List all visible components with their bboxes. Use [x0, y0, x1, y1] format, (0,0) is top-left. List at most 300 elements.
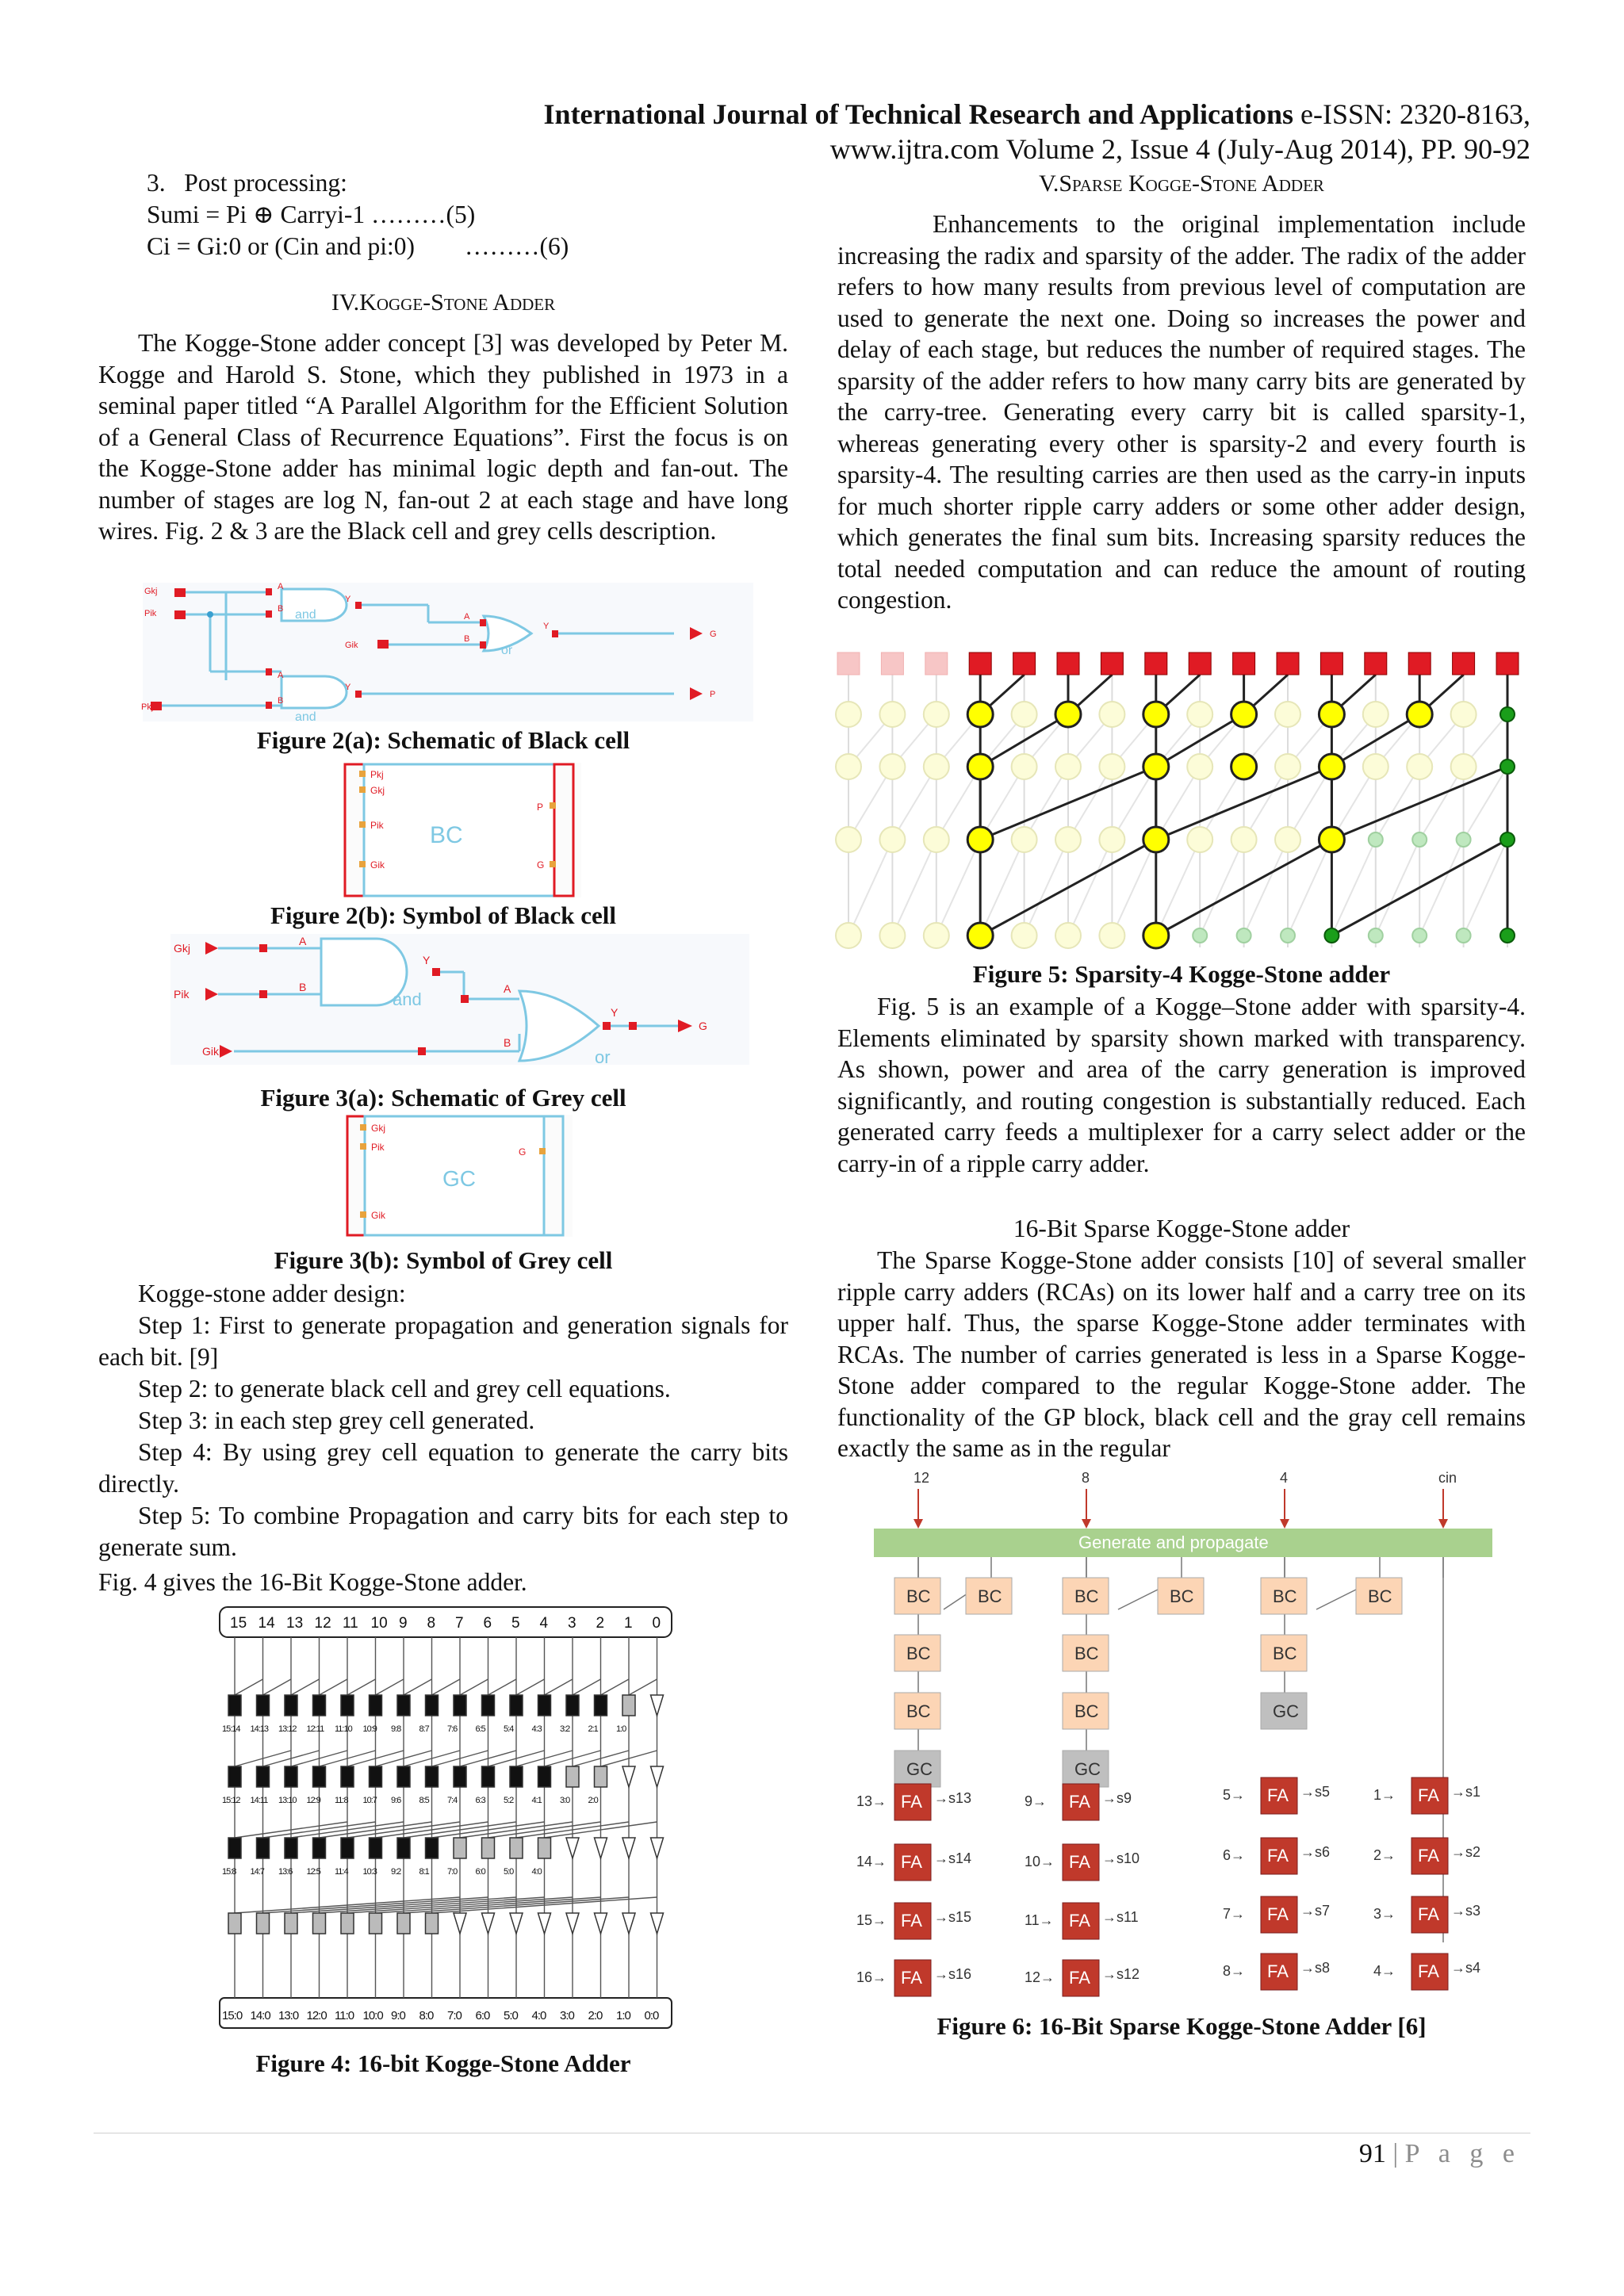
journal-issn: e-ISSN: 2320-8163,	[1300, 98, 1530, 130]
fig6-input-arrowhead	[1438, 1519, 1448, 1529]
fig4-buffer	[595, 1913, 607, 1934]
fig6-input-arrowhead	[914, 1519, 923, 1529]
fig4-diagonal-wire	[629, 1679, 657, 1695]
fig5-active-node	[1143, 702, 1169, 727]
fig6-bc-cell-label: BC	[1170, 1586, 1194, 1606]
fig4-black-cell	[257, 1838, 270, 1858]
fig5-green-node	[1324, 928, 1339, 943]
fig4-buffer	[622, 1766, 635, 1787]
and1-pin-y: Y	[345, 595, 351, 604]
fig4-diagonal-wire	[573, 1679, 601, 1695]
fig5-faded-node	[879, 702, 905, 727]
fig4-grey-cell	[566, 1766, 579, 1787]
or-pin-y: Y	[543, 622, 550, 631]
fig4-cell-label: 5:0	[504, 1867, 514, 1877]
fig6-banner-label: Generate and propagate	[1078, 1533, 1269, 1552]
symbol-pin-gik: Gik	[370, 859, 385, 871]
fig4-black-cell	[285, 1695, 297, 1716]
equation-6: Ci = Gi:0 or (Cin and pi:0) ………(6)	[147, 232, 569, 260]
fig5-faded-green-node	[1369, 928, 1383, 943]
fig6-bc-cell-label: BC	[906, 1644, 931, 1663]
fig4-cell-label: 6:3	[475, 1796, 485, 1805]
grey-symbol-pin-pik: Pik	[371, 1142, 385, 1153]
fig6-fa-label: FA	[1069, 1911, 1090, 1931]
fig4-cell-label: 14:7	[250, 1867, 264, 1877]
fig5-faded-node	[1187, 702, 1212, 727]
fig4-cell-label: 6:0	[475, 1867, 485, 1877]
section-4-heading	[98, 288, 788, 318]
equation-5: Sumi = Pi ⊕ Carryi-1 ………(5)	[147, 201, 476, 228]
figure-4-caption: Figure 4: 16-bit Kogge-Stone Adder	[255, 2049, 631, 2077]
fig6-gc-cell-label: GC	[906, 1759, 933, 1779]
fig4-top-bit: 9	[399, 1615, 408, 1632]
figure-3a-caption: Figure 3(a): Schematic of Grey cell	[260, 1084, 626, 1112]
fig6-fa-label: FA	[1267, 1846, 1289, 1866]
fig6-fa-output: →s11	[1102, 1909, 1139, 1925]
symbol-pin-gkj: Gkj	[370, 785, 385, 796]
fig5-faded-diagonal	[1025, 840, 1068, 936]
fig4-black-cell	[397, 1838, 410, 1858]
fig4-cell-label: 5:2	[504, 1796, 514, 1805]
fig4-black-cell	[285, 1766, 297, 1787]
grey-or-pin-a: A	[504, 982, 511, 995]
fig5-active-node	[1231, 754, 1257, 779]
fig4-grey-cell	[228, 1913, 241, 1934]
input-pkj-label: Pkj	[141, 702, 154, 712]
fig6-bc-cell-label: BC	[1273, 1644, 1297, 1663]
fig4-black-cell	[228, 1766, 241, 1787]
fig4-bottom-label: 13:0	[278, 2009, 299, 2022]
fig4-grey-cell	[510, 1838, 523, 1858]
fig6-fa-input: 5→	[1223, 1787, 1246, 1803]
fig6-fa-output: →s14	[934, 1850, 972, 1866]
fig5-faded-diagonal	[936, 840, 980, 936]
fig6-fa-output: →s8	[1300, 1960, 1331, 1976]
fig4-top-bit: 2	[596, 1615, 605, 1632]
fig4-cell-label: 7:0	[447, 1867, 458, 1877]
fig4-bottom-label: 11:0	[335, 2009, 354, 2022]
fig4-buffer	[651, 1838, 664, 1858]
fig4-cell-label: 6:5	[475, 1724, 485, 1734]
fig4-diagonal-wire	[263, 1679, 292, 1695]
fig4-cell-label: 11:8	[335, 1796, 348, 1805]
fig4-black-cell	[482, 1766, 495, 1787]
fig6-fa-output: →s2	[1451, 1844, 1481, 1860]
fig4-buffer	[566, 1913, 579, 1934]
section-5-title: Sparse Kogge-Stone Adder	[1059, 170, 1324, 197]
symbol-pin-pkj: Pkj	[370, 769, 384, 780]
fig5-faded-input	[925, 652, 948, 675]
fig6-input-arrowhead	[1280, 1519, 1289, 1529]
and1-pin-b: B	[278, 604, 284, 614]
fig4-buffer	[538, 1913, 551, 1934]
fig5-faded-diagonal	[892, 840, 936, 936]
fig6-fa-output: →s5	[1300, 1784, 1331, 1800]
fig4-diagonal-wire	[347, 1679, 376, 1695]
grey-output-g-label: G	[699, 1020, 707, 1032]
fig4-top-bit: 10	[370, 1615, 388, 1632]
fig5-green-node	[1500, 832, 1515, 847]
fig4-diagonal-wire	[376, 1679, 404, 1695]
fig4-bottom-label: 8:0	[419, 2009, 434, 2022]
fig6-bc-cell-label: BC	[906, 1701, 931, 1721]
fig4-bottom-label: 14:0	[250, 2009, 270, 2022]
fig5-active-node	[1319, 827, 1344, 852]
input-gik-label: Gik	[345, 641, 358, 650]
fig4-black-cell	[454, 1766, 466, 1787]
symbol-pin-pik: Pik	[370, 820, 384, 831]
section-4-number: IV.	[331, 289, 360, 316]
fig5-faded-diagonal	[1200, 840, 1243, 936]
fig5-input-square	[1408, 652, 1431, 675]
design-step-2: Step 2: to generate black cell and grey cell equations.	[138, 1375, 671, 1402]
fig5-faded-node	[924, 702, 949, 727]
fig4-bottom-label: 4:0	[531, 2009, 546, 2022]
fig4-diagonal-wire	[432, 1679, 461, 1695]
fig6-fa-label: FA	[1069, 1968, 1090, 1988]
fig4-black-cell	[426, 1838, 439, 1858]
fig4-cell-label: 1:0	[616, 1724, 626, 1734]
fig5-input-square	[1496, 652, 1519, 675]
fig5-faded-diagonal	[1156, 840, 1200, 936]
fig4-black-cell	[370, 1838, 382, 1858]
fig4-top-bit: 12	[314, 1615, 331, 1632]
fig6-fa-label: FA	[1069, 1792, 1090, 1812]
fig6-bc-cell-label: BC	[1074, 1644, 1099, 1663]
fig5-faded-node	[1099, 702, 1124, 727]
fig4-cell-label: 15:8	[222, 1867, 236, 1877]
grey-or-pin-b: B	[504, 1036, 511, 1049]
fig5-faded-green-node	[1457, 832, 1471, 847]
fig6-fa-output: →s10	[1102, 1850, 1140, 1866]
fig4-top-bit: 15	[230, 1615, 247, 1632]
fig4-diagonal-wire	[601, 1679, 630, 1695]
kogge-stone-intro-paragraph: The Kogge-Stone adder concept [3] was developed by Peter M. Kogge and Harold S. Stone, which they published in 1973 in a seminal paper titled “A Parallel Algorithm for the Efficient Solution of a General Class of Recurrence Equations”. First the focus is on the Kogge-Stone adder has minimal logic depth and fan-out. The number of stages are log N, fan-out 2 at each stage and have long wires. Fig. 2 & 3 are the Black cell and grey cells description.	[98, 329, 788, 545]
grey-cell-symbol-label: GC	[442, 1166, 476, 1191]
fig4-black-cell	[341, 1766, 354, 1787]
fig5-faded-diagonal	[1376, 840, 1419, 936]
fig4-cell-label: 12:11	[306, 1724, 324, 1734]
fig4-bottom-label: 0:0	[644, 2009, 659, 2022]
fig6-fa-input: 2→	[1373, 1847, 1396, 1863]
fig4-top-bit: 14	[258, 1615, 275, 1632]
figure-5-caption: Figure 5: Sparsity-4 Kogge-Stone adder	[972, 960, 1391, 988]
fig4-black-cell	[341, 1695, 354, 1716]
fig4-black-cell	[257, 1695, 270, 1716]
fig4-buffer	[595, 1838, 607, 1858]
fig6-fa-output: →s12	[1102, 1966, 1140, 1982]
fig4-cell-label: 14:13	[250, 1724, 269, 1734]
fig5-faded-node	[1451, 754, 1477, 779]
and2-pin-a: A	[278, 671, 284, 680]
fig5-faded-diagonal	[1112, 840, 1155, 936]
fig4-grey-cell	[426, 1913, 439, 1934]
fig6-fa-output: →s3	[1451, 1903, 1481, 1919]
symbol-pin-p: P	[537, 802, 544, 813]
fig5-active-node	[1143, 827, 1169, 852]
fig6-fa-input: 16→	[856, 1969, 887, 1985]
fig4-grey-cell	[538, 1838, 551, 1858]
fig4-bottom-label: 12:0	[306, 2009, 327, 2022]
fig4-grey-cell	[622, 1695, 635, 1716]
fig6-fa-output: →s16	[934, 1966, 972, 1982]
fig5-input-square	[969, 652, 991, 675]
figure-2b-black-cell-symbol	[337, 761, 591, 904]
fig4-grey-cell	[482, 1838, 495, 1858]
fig5-faded-node	[1012, 923, 1037, 948]
figure-5-sparsity4-diagram	[831, 646, 1529, 959]
fig6-fa-input: 3→	[1373, 1906, 1396, 1922]
fig5-faded-node	[1275, 827, 1300, 852]
fig5-faded-node	[1055, 754, 1081, 779]
fig4-grey-cell	[341, 1913, 354, 1934]
grey-symbol-pin-g: G	[519, 1146, 527, 1158]
fig4-grey-cell	[370, 1913, 382, 1934]
fig4-cell-label: 3:0	[560, 1796, 570, 1805]
fig6-fa-label: FA	[1267, 1785, 1289, 1805]
and1-gate-label: and	[295, 608, 316, 622]
fig5-faded-node	[924, 827, 949, 852]
fig5-faded-green-node	[1412, 928, 1427, 943]
fig4-top-bit: 7	[455, 1615, 464, 1632]
fig5-input-square	[1145, 652, 1167, 675]
fig6-fa-label: FA	[1418, 1961, 1439, 1981]
fig4-diagonal-wire	[460, 1679, 488, 1695]
fig4-top-bit: 3	[568, 1615, 576, 1632]
design-step-3: Step 3: in each step grey cell generated.	[138, 1406, 535, 1434]
fig5-faded-input	[881, 652, 903, 675]
fig4-cell-label: 14:11	[250, 1796, 268, 1805]
fig4-cell-label: 2:1	[588, 1724, 598, 1734]
fig5-faded-node	[1099, 827, 1124, 852]
fig4-cell-label: 11:10	[335, 1724, 352, 1734]
fig4-black-cell	[595, 1695, 607, 1716]
fig4-cell-label: 12:5	[306, 1867, 320, 1877]
fig6-fa-output: →s13	[934, 1790, 972, 1806]
fig5-faded-node	[836, 827, 861, 852]
fig6-input-label: cin	[1438, 1470, 1457, 1486]
grey-symbol-pin-gkj: Gkj	[371, 1123, 385, 1134]
figure-4-intro: Fig. 4 gives the 16-Bit Kogge-Stone adder.	[98, 1568, 527, 1596]
fig4-cell-label: 9:6	[391, 1796, 401, 1805]
page-number: 91	[1358, 2139, 1386, 2168]
fig4-black-cell	[313, 1838, 326, 1858]
fig5-faded-diagonal	[848, 840, 892, 936]
fig4-bottom-label: 6:0	[475, 2009, 490, 2022]
fig4-cell-label: 13:6	[278, 1867, 293, 1877]
fig4-black-cell	[257, 1766, 270, 1787]
fig6-fa-input: 11→	[1025, 1912, 1054, 1928]
figure-2a-black-cell-schematic	[141, 582, 753, 724]
fig4-black-cell	[341, 1838, 354, 1858]
fig4-black-cell	[228, 1695, 241, 1716]
fig4-cell-label: 13:12	[278, 1724, 297, 1734]
fig4-black-cell	[228, 1838, 241, 1858]
fig5-faded-node	[879, 754, 905, 779]
sparse-16bit-paragraph: The Sparse Kogge-Stone adder consists [10] of several smaller ripple carry adders (RCAs) on its lower half and a carry tree on its upper half. Thus, the sparse Kogge-Stone adder terminates with RCAs. The number of carries generated is less in a Sparse Kogge- Stone adder compared to the regular Kogge-Stone adder. The functionality of the GP block, black cell and the gray cell remains exactly the same as in the regular	[837, 1246, 1526, 1462]
and2-pin-y: Y	[345, 683, 351, 692]
grey-and-pin-b: B	[299, 981, 307, 993]
fig4-diagonal-wire	[320, 1679, 348, 1695]
fig5-input-square	[1320, 652, 1342, 675]
fig4-cell-label: 5:4	[504, 1724, 514, 1734]
fig5-faded-node	[836, 702, 861, 727]
symbol-pin-g: G	[537, 859, 545, 871]
sparsity-explanation-paragraph: Fig. 5 is an example of a Kogge–Stone adder with sparsity-4. Elements eliminated by sparsity shown marked with transparency. As shown, power and area of the carry generation is improved significantly, and routing congestion is substantially reduced. Each generated carry feeds a multiplexer for a carry select adder or the carry-in of a ripple carry adder.	[837, 993, 1526, 1177]
fig4-cell-label: 3:2	[560, 1724, 570, 1734]
fig4-bottom-label: 9:0	[391, 2009, 405, 2022]
fig4-buffer	[454, 1913, 466, 1934]
and2-gate-label: and	[295, 710, 316, 724]
fig6-fa-input: 9→	[1025, 1793, 1048, 1809]
fig6-fa-input: 6→	[1223, 1847, 1246, 1863]
fig5-input-square	[1013, 652, 1036, 675]
figure-3a-grey-cell-schematic	[170, 934, 749, 1065]
fig4-buffer	[566, 1838, 579, 1858]
fig4-diagonal-wire	[516, 1679, 545, 1695]
grey-and-pin-a: A	[299, 935, 307, 947]
or-pin-b: B	[464, 634, 470, 644]
fig4-black-cell	[370, 1766, 382, 1787]
fig6-fa-label: FA	[1267, 1904, 1289, 1924]
fig6-bc-cell-label: BC	[906, 1586, 931, 1606]
input-gkj-label: Gkj	[144, 587, 158, 596]
figure-2b-caption: Figure 2(b): Symbol of Black cell	[270, 901, 616, 929]
fig4-buffer	[482, 1913, 495, 1934]
fig4-bottom-label: 3:0	[560, 2009, 574, 2022]
fig5-faded-diagonal	[1419, 840, 1463, 936]
fig4-cell-label: 4:1	[531, 1796, 542, 1805]
fig4-top-bit: 8	[427, 1615, 436, 1632]
fig4-cell-label: 10:7	[362, 1796, 377, 1805]
section-5-number: V.	[1039, 170, 1059, 197]
fig4-cell-label: 10:3	[362, 1867, 377, 1877]
fig4-cell-label: 8:7	[419, 1724, 429, 1734]
page-separator: |	[1392, 2139, 1399, 2168]
fig5-faded-node	[1275, 754, 1300, 779]
fig6-fa-input: 4→	[1373, 1963, 1396, 1979]
fig6-bc-cell-label: BC	[1368, 1586, 1392, 1606]
fig5-faded-node	[1099, 754, 1124, 779]
fig4-bottom-label: 10:0	[362, 2009, 383, 2022]
fig5-faded-node	[1231, 827, 1257, 852]
fig5-active-node	[1319, 702, 1344, 727]
fig5-faded-node	[1451, 702, 1477, 727]
figure-4-kogge-stone-diagram	[216, 1603, 676, 2039]
fig5-faded-diagonal	[1244, 840, 1288, 936]
fig5-faded-node	[879, 923, 905, 948]
journal-name: International Journal of Technical Research and Applications	[543, 98, 1293, 130]
fig4-buffer	[651, 1913, 664, 1934]
fig6-fa-input: 14→	[856, 1854, 887, 1869]
fig5-faded-node	[1099, 923, 1124, 948]
fig5-faded-green-node	[1281, 928, 1295, 943]
fig4-top-bit: 13	[286, 1615, 304, 1632]
fig6-fa-output: →s15	[934, 1909, 972, 1925]
fig4-cell-label: 13:10	[278, 1796, 297, 1805]
fig4-grey-cell	[454, 1838, 466, 1858]
fig4-top-bit: 4	[539, 1615, 549, 1632]
fig4-buffer	[651, 1766, 664, 1787]
fig4-cell-label: 10:9	[362, 1724, 377, 1734]
fig5-input-square	[1233, 652, 1255, 675]
or-pin-a: A	[464, 612, 470, 622]
fig4-diagonal-wire	[235, 1679, 263, 1695]
fig5-active-node	[1143, 923, 1169, 948]
fig5-faded-green-node	[1237, 928, 1251, 943]
fig5-active-node	[1407, 702, 1432, 727]
post-processing-label: 3. Post processing:	[147, 169, 347, 197]
fig5-input-square	[1101, 652, 1123, 675]
fig6-gc-cell-label: GC	[1273, 1701, 1299, 1721]
fig5-faded-node	[1363, 754, 1388, 779]
fig4-bottom-label: 2:0	[588, 2009, 603, 2022]
fig4-black-cell	[313, 1695, 326, 1716]
fig5-active-node	[1143, 754, 1169, 779]
fig4-cell-label: 12:9	[306, 1796, 320, 1805]
fig4-black-cell	[397, 1766, 410, 1787]
fig5-active-node	[967, 827, 993, 852]
page-word: P a g e	[1404, 2139, 1521, 2168]
fig4-black-cell	[510, 1766, 523, 1787]
fig4-black-cell	[397, 1695, 410, 1716]
fig4-black-cell	[426, 1766, 439, 1787]
fig4-cell-label: 15:14	[222, 1724, 240, 1734]
fig5-active-node	[1055, 702, 1081, 727]
fig5-green-node	[1500, 760, 1515, 774]
fig5-input-square	[1057, 652, 1079, 675]
design-step-5: Step 5: To combine Propagation and carry bits for each step to generate sum.	[98, 1502, 788, 1561]
fig5-faded-diagonal	[1068, 840, 1112, 936]
and2-pin-b: B	[278, 696, 284, 706]
fig6-fa-output: →s6	[1300, 1844, 1331, 1860]
grey-input-pik-label: Pik	[174, 988, 190, 1001]
fig4-cell-label: 8:1	[419, 1867, 429, 1877]
fig5-faded-input	[837, 652, 860, 675]
figure-6-caption: Figure 6: 16-Bit Sparse Kogge-Stone Adder [6]	[936, 2012, 1427, 2040]
fig4-black-cell	[538, 1766, 551, 1787]
fig6-fa-output: →s1	[1451, 1784, 1481, 1800]
fig5-faded-diagonal	[1464, 840, 1507, 936]
fig5-active-node	[967, 923, 993, 948]
fig4-black-cell	[426, 1695, 439, 1716]
fig4-grey-cell	[397, 1913, 410, 1934]
fig5-active-node	[967, 754, 993, 779]
fig4-grey-cell	[285, 1913, 297, 1934]
fig4-black-cell	[313, 1766, 326, 1787]
sparse-kogge-stone-paragraph: Enhancements to the original implementation include increasing the radix and sparsity of the adder. The radix of the adder refers to how many results from previous level of computation are used to generate the next one. Doing so increases the power and delay of each stage, but reduces the number of required stages. The sparsity of the adder refers to how many carry bits are generated by the carry-tree. Generating every carry bit is called sparsity-1, whereas generating every other is sparsity-2 and every fourth is sparsity-4. The resulting carries are then used as the carry-in inputs for much shorter ripple carry adders or some other adder design, which generates the final sum bits. Increasing sparsity reduces the total needed computation and can reduce the amount of routing congestion.	[837, 210, 1526, 614]
fig5-faded-node	[879, 827, 905, 852]
fig4-cell-label: 8:5	[419, 1796, 429, 1805]
fig5-faded-node	[1055, 923, 1081, 948]
journal-header	[544, 97, 1530, 132]
grey-symbol-pin-gik: Gik	[371, 1210, 385, 1221]
fig4-buffer	[510, 1913, 523, 1934]
fig5-faded-green-node	[1369, 832, 1383, 847]
fig6-fa-label: FA	[1418, 1904, 1439, 1924]
fig4-grey-cell	[313, 1913, 326, 1934]
fig6-bc-cell-label: BC	[1074, 1701, 1099, 1721]
grey-or-pin-y: Y	[611, 1006, 619, 1019]
fig4-diagonal-wire	[404, 1679, 432, 1695]
fig5-faded-node	[1407, 754, 1432, 779]
fig4-black-cell	[510, 1695, 523, 1716]
fig4-buffer	[622, 1913, 635, 1934]
fig6-fa-output: →s4	[1451, 1960, 1481, 1976]
grey-or-gate-label: or	[595, 1047, 611, 1067]
fig4-diagonal-wire	[545, 1679, 573, 1695]
fig6-fa-input: 15→	[856, 1912, 887, 1928]
